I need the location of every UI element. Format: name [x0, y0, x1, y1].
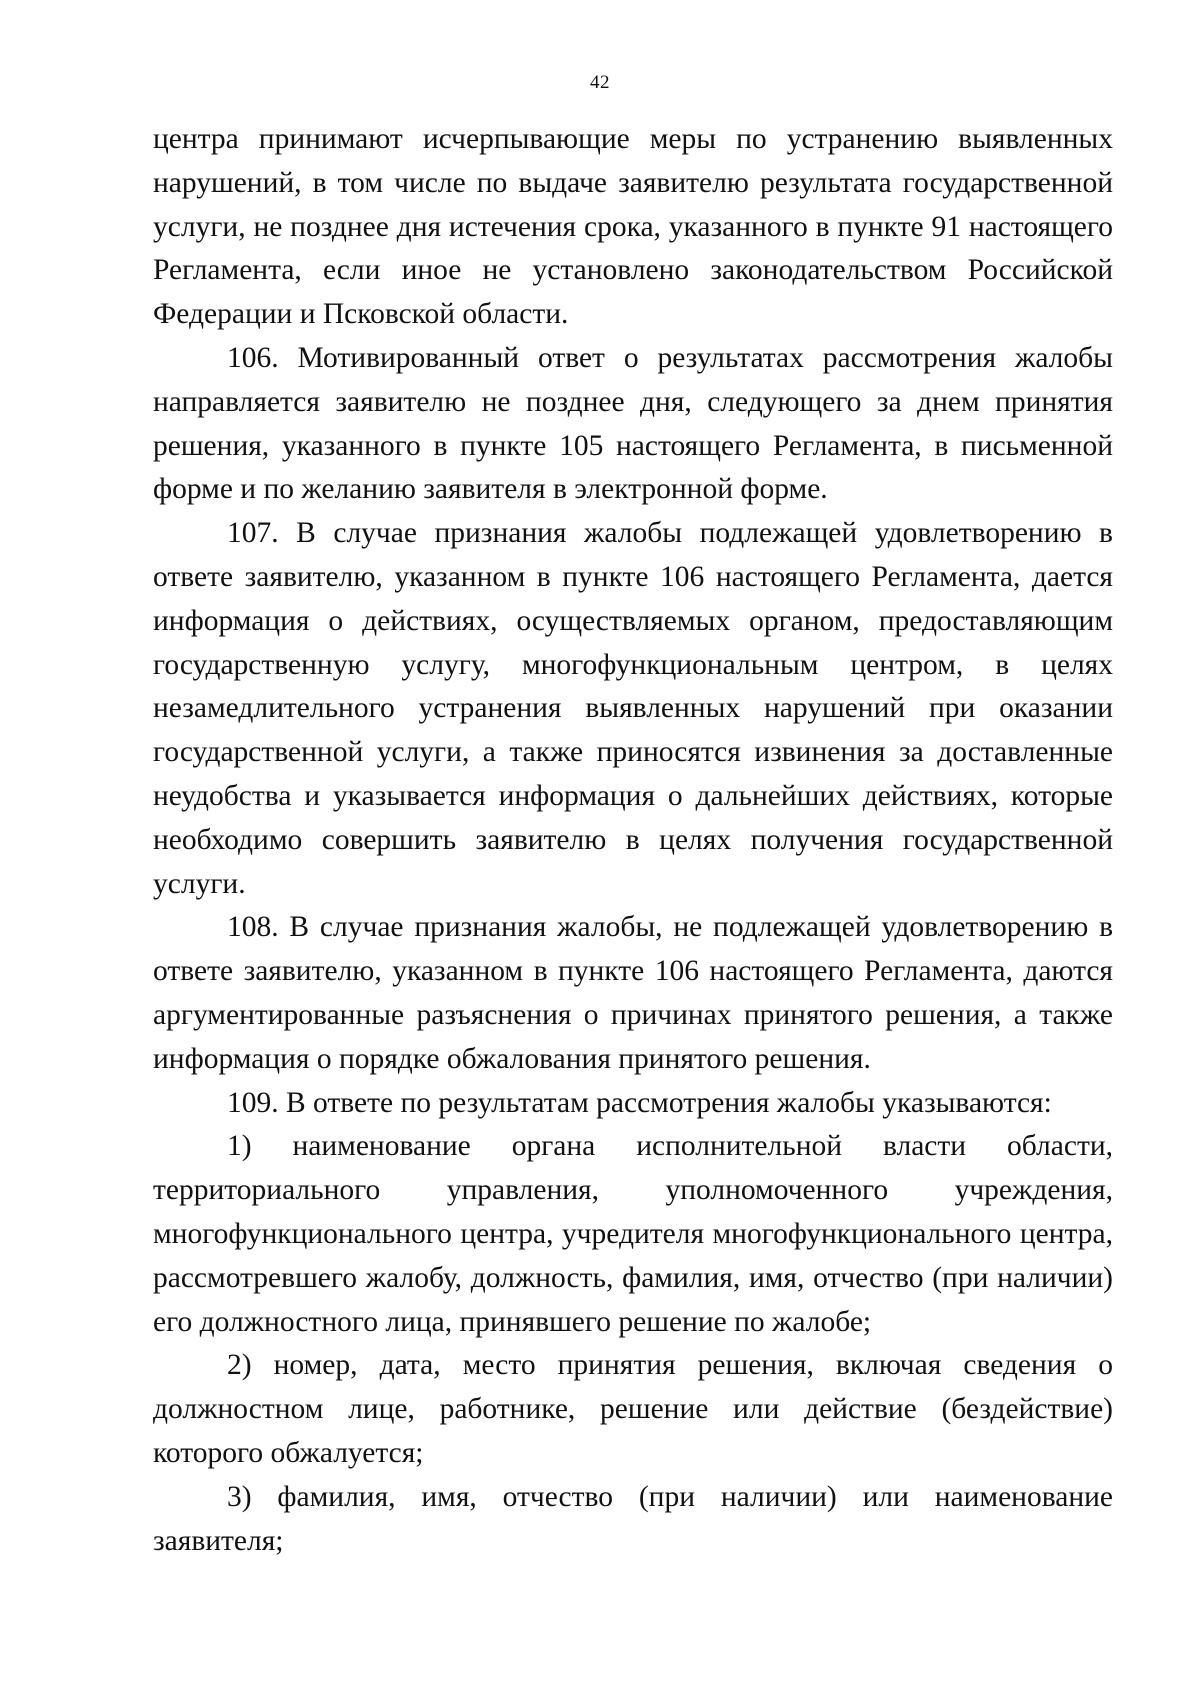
list-item-2: 2) номер, дата, место принятия решения, включая сведения о должностном лице, работнике, решение или действие (бездействие) которого обжалуется;: [153, 1349, 1113, 1469]
paragraph-107: 107. В случае признания жалобы подлежащей удовлетворению в ответе заявителю, указанном в пункте 106 настоящего Регламента, дается информация о действиях, осуществляемых органом, предоставляющим государственную услугу, многофункциональным центром, в целях незамедлительного устранения выявленных нарушений при оказании государственной услуги, а также приносятся извинения за доставленные неудобства и указывается информация о дальнейших действиях, которые необходимо совершить заявителю в целях получения государственной услуги.: [153, 517, 1113, 900]
list-item-1: 1) наименование органа исполнительной власти области, территориального управления, уполномоченного учреждения, многофункционального центра, учредителя многофункционального центра, рассмотревшего жалобу, должность, фамилия, имя, отчество (при наличии) его должностного лица, принявшего решение по жалобе;: [153, 1130, 1113, 1338]
paragraph-109: 109. В ответе по результатам рассмотрения жалобы указываются:: [227, 1086, 1052, 1119]
document-body: [153, 118, 1113, 1563]
paragraph-106: 106. Мотивированный ответ о результатах рассмотрения жалобы направляется заявителю не позднее дня, следующего за днем принятия решения, указанного в пункте 105 настоящего Регламента, в письменной форме и по желанию заявителя в электронной форме.: [153, 341, 1113, 506]
paragraph-108: 108. В случае признания жалобы, не подлежащей удовлетворению в ответе заявителю, указанном в пункте 106 настоящего Регламента, даются аргументированные разъяснения о причинах принятого решения, а также информация о порядке обжалования принятого решения.: [153, 911, 1113, 1075]
paragraph-continuation: центра принимают исчерпывающие меры по устранению выявленных нарушений, в том числе по выдаче заявителю результата государственной услуги, не позднее дня истечения срока, указанного в пункте 91 настоящего Регламента, если иное не установлено законодательством Российской Федерации и Псковской области.: [153, 123, 1113, 331]
list-item-3: 3) фамилия, имя, отчество (при наличии) или наименование заявителя;: [153, 1480, 1113, 1557]
page-number: 42: [590, 72, 610, 93]
